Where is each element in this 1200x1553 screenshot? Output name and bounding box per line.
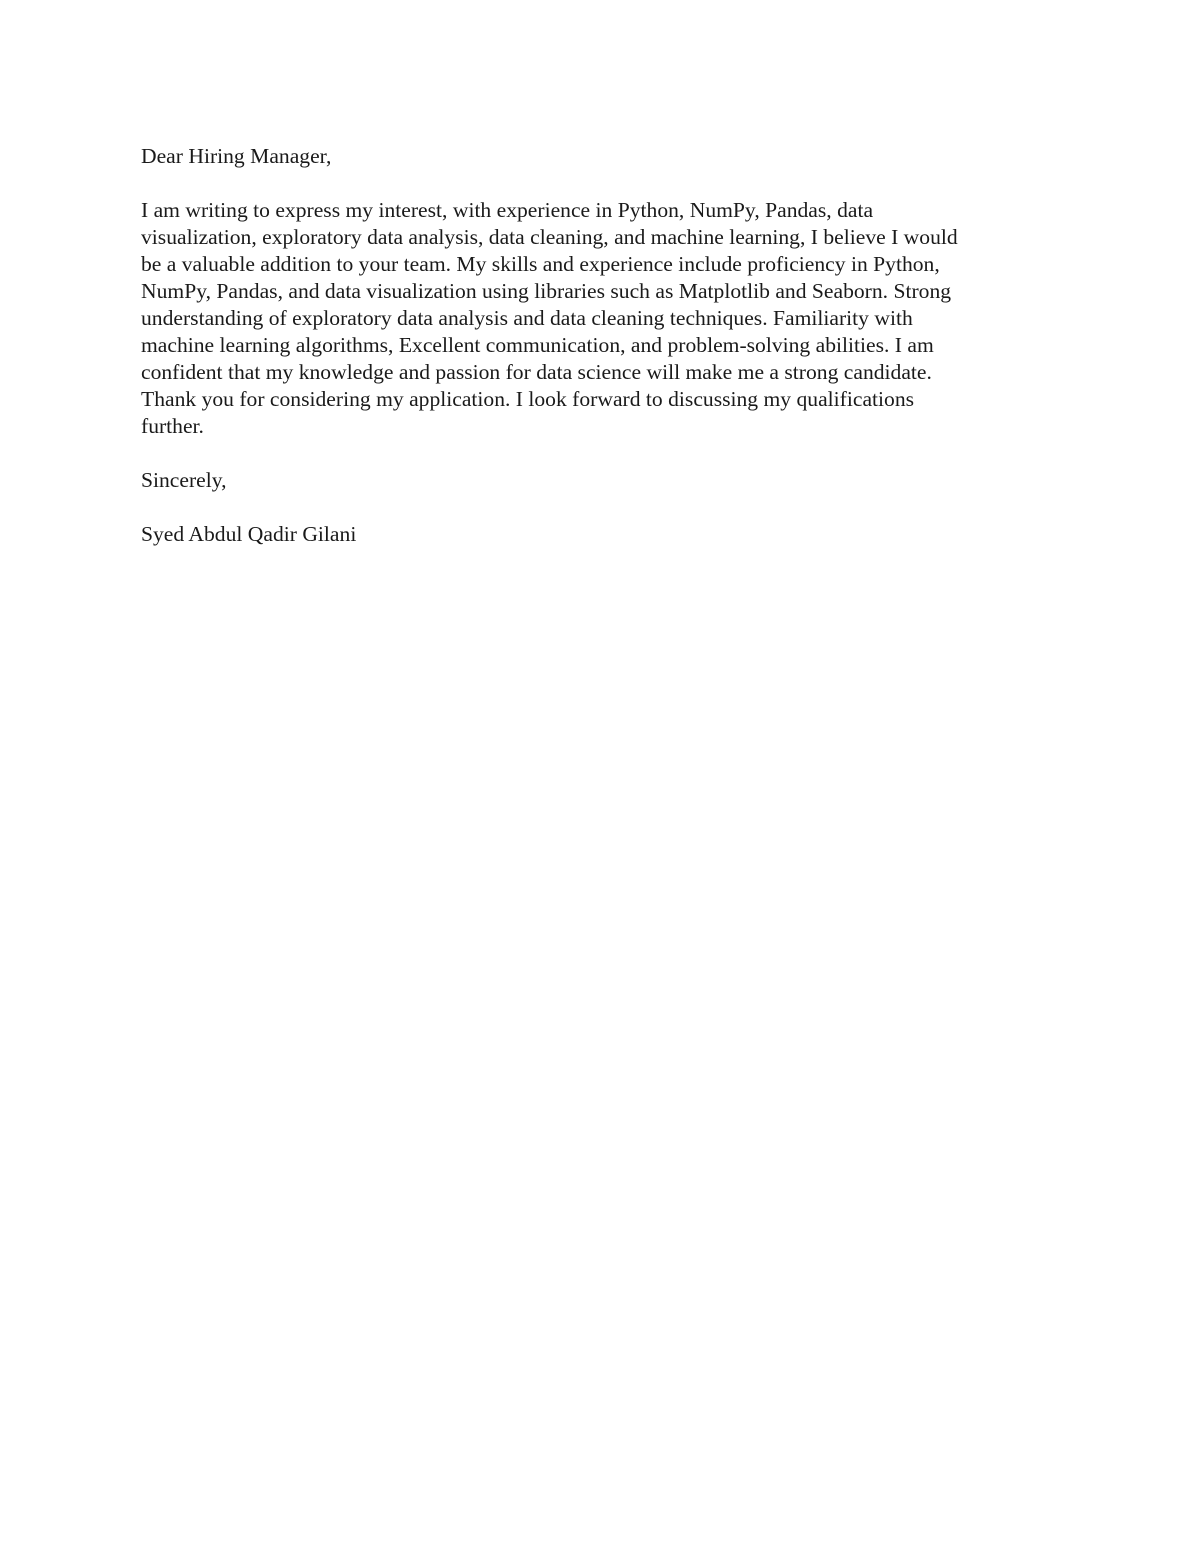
letter-greeting: Dear Hiring Manager, (141, 144, 332, 168)
letter-closing: Sincerely, (141, 468, 227, 492)
body-line: visualization, exploratory data analysis, data cleaning, and machine learning, I believe I would (141, 225, 958, 249)
body-line: be a valuable addition to your team. My skills and experience include proficiency in Python, (141, 252, 940, 276)
letter-body (141, 197, 1051, 440)
body-line: machine learning algorithms, Excellent communication, and problem-solving abilities. I am (141, 333, 934, 357)
body-line: Thank you for considering my application. I look forward to discussing my qualifications (141, 387, 915, 411)
body-line: NumPy, Pandas, and data visualization using libraries such as Matplotlib and Seaborn. Strong (141, 279, 952, 303)
body-line: confident that my knowledge and passion for data science will make me a strong candidate. (141, 360, 932, 384)
cover-letter (141, 143, 1051, 548)
body-line: understanding of exploratory data analysis and data cleaning techniques. Familiarity with (141, 306, 913, 330)
body-line: further. (141, 414, 204, 438)
body-line: I am writing to express my interest, with experience in Python, NumPy, Pandas, data (141, 198, 874, 222)
letter-signature: Syed Abdul Qadir Gilani (141, 522, 357, 546)
